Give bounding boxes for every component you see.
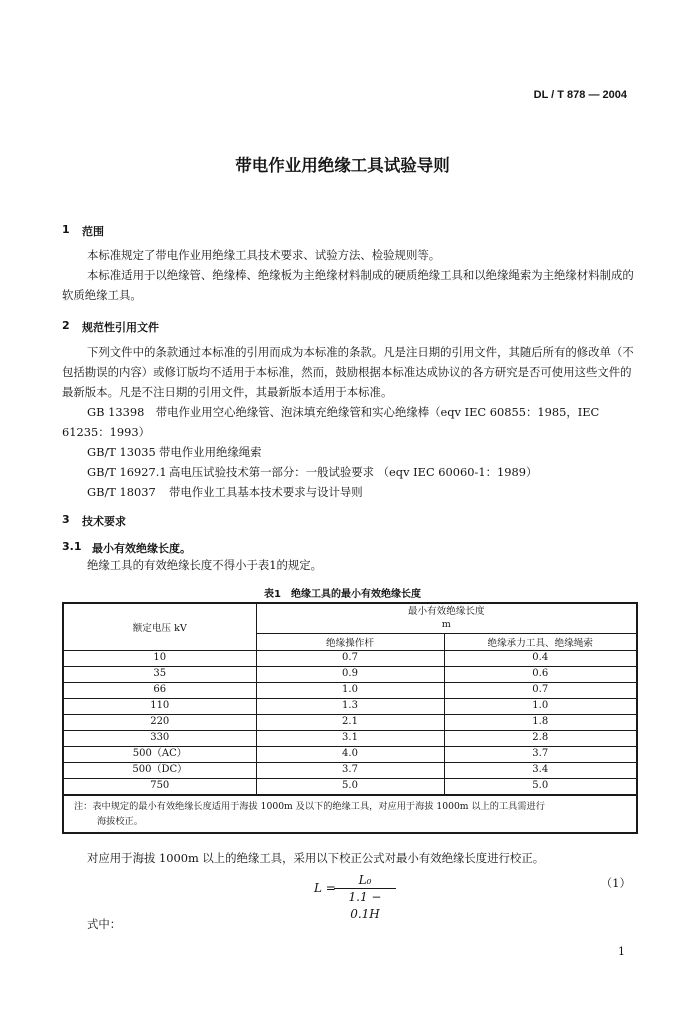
table-row [63,778,637,795]
reference-text: 带电作业用绝缘绳索 [159,445,262,459]
cell-operating-rod: 4.0 [256,746,444,762]
table-note [63,795,637,833]
header-operating-rod: 绝缘操作杆 [256,633,444,650]
cell-voltage: 500（DC） [63,762,256,778]
table-row [63,698,637,714]
cell-operating-rod: 1.3 [256,698,444,714]
section-3-1-paragraph: 绝缘工具的有效绝缘长度不得小于表1的规定。 [87,558,323,572]
reference-code: GB/T 16927.1 [87,465,167,479]
cell-load-tools: 0.4 [444,650,637,666]
table-row [63,666,637,682]
reference-text: 带电作业工具基本技术要求与设计导则 [169,485,363,499]
formula-denominator: 1.1 − 0.1H [348,890,382,921]
after-table-paragraph: 对应用于海拔 1000m 以上的绝缘工具，采用以下校正公式对最小有效绝缘长度进行校正。 [87,851,545,865]
section-3-1-title: 最小有效绝缘长度。 [92,542,191,555]
insulation-length-table [62,602,638,834]
cell-load-tools: 1.8 [444,714,637,730]
section-2-number: 2 [62,319,70,332]
document-code: DL / T 878 — 2004 [533,89,627,101]
section-1-paragraph-1: 本标准规定了带电作业用绝缘工具技术要求、试验方法、检验规则等。 [87,248,441,262]
reference-code: GB/T 13035 [87,445,156,459]
table-row [63,762,637,778]
table-row [63,682,637,698]
cell-load-tools: 3.4 [444,762,637,778]
reference-text: 高电压试验技术第一部分：一般试验要求 （eqv IEC 60060-1：1989） [169,465,538,479]
section-1-title: 范围 [82,225,104,238]
cell-load-tools: 5.0 [444,778,637,795]
formula-lhs: L = [314,881,336,895]
cell-voltage: 110 [63,698,256,714]
header-rated-voltage: 额定电压 kV [63,603,256,650]
table-title: 表1 绝缘工具的最小有效绝缘长度 [264,589,421,600]
section-1-paragraph-2: 本标准适用于以绝缘管、绝缘棒、绝缘板为主绝缘材料制成的硬质绝缘工具和以绝缘绳索为主绝缘材料制成的软质绝缘工具。 [62,268,634,302]
header-min-length-unit: m [441,619,451,631]
cell-voltage: 66 [63,682,256,698]
cell-voltage: 750 [63,778,256,795]
table-row [63,650,637,666]
table-note-line-2: 海拔校正。 [97,815,143,827]
reference-code: GB/T 18037 [87,485,156,499]
header-load-tools-ropes: 绝缘承力工具、绝缘绳索 [444,633,637,650]
section-3-number: 3 [62,513,70,526]
cell-load-tools: 3.7 [444,746,637,762]
reference-item [62,402,637,442]
formula-number: （1） [600,876,631,890]
formula-numerator: L₀ [334,872,396,889]
cell-load-tools: 2.8 [444,730,637,746]
section-2-paragraph-1: 下列文件中的条款通过本标准的引用而成为本标准的条款。凡是注日期的引用文件，其随后所有的修改单（不包括勘误的内容）或修订版均不适用于本标准，然而，鼓励根据本标准达成协议的各方研究是否可使用这些文件的最新版本。凡是不注日期的引用文件，其最新版本适用于本标准。 [62,345,634,399]
cell-voltage: 500（AC） [63,746,256,762]
section-1-number: 1 [62,223,70,236]
cell-operating-rod: 1.0 [256,682,444,698]
cell-voltage: 220 [63,714,256,730]
section-2-title: 规范性引用文件 [82,321,159,334]
reference-item [87,444,262,460]
section-3-1-number: 3.1 [62,540,82,553]
cell-load-tools: 0.7 [444,682,637,698]
reference-item [87,484,363,500]
cell-operating-rod: 3.1 [256,730,444,746]
cell-load-tools: 0.6 [444,666,637,682]
reference-item [87,464,537,480]
reference-code: GB 13398 [87,405,145,419]
cell-load-tools: 1.0 [444,698,637,714]
table-row [63,730,637,746]
cell-operating-rod: 5.0 [256,778,444,795]
formula-fraction [334,872,396,923]
section-3-title: 技术要求 [82,515,126,528]
table-row [63,714,637,730]
where-label: 式中： [87,917,122,931]
cell-operating-rod: 0.7 [256,650,444,666]
document-title: 带电作业用绝缘工具试验导则 [235,156,450,175]
cell-voltage: 330 [63,730,256,746]
cell-voltage: 10 [63,650,256,666]
reference-text: 带电作业用空心绝缘管、泡沫填充绝缘管和实心绝缘棒（eqv IEC 60855：1985，IEC 61235：1993） [62,405,600,439]
header-min-length [256,603,637,633]
cell-voltage: 35 [63,666,256,682]
cell-operating-rod: 0.9 [256,666,444,682]
table-note-line-1: 注：表中规定的最小有效绝缘长度适用于海拔 1000m 及以下的绝缘工具，对应用于海拔 1000m 以上的工具需进行 [74,800,545,812]
header-min-length-label: 最小有效绝缘长度 [407,606,485,618]
page-number: 1 [618,945,625,958]
cell-operating-rod: 2.1 [256,714,444,730]
cell-operating-rod: 3.7 [256,762,444,778]
table-row [63,746,637,762]
